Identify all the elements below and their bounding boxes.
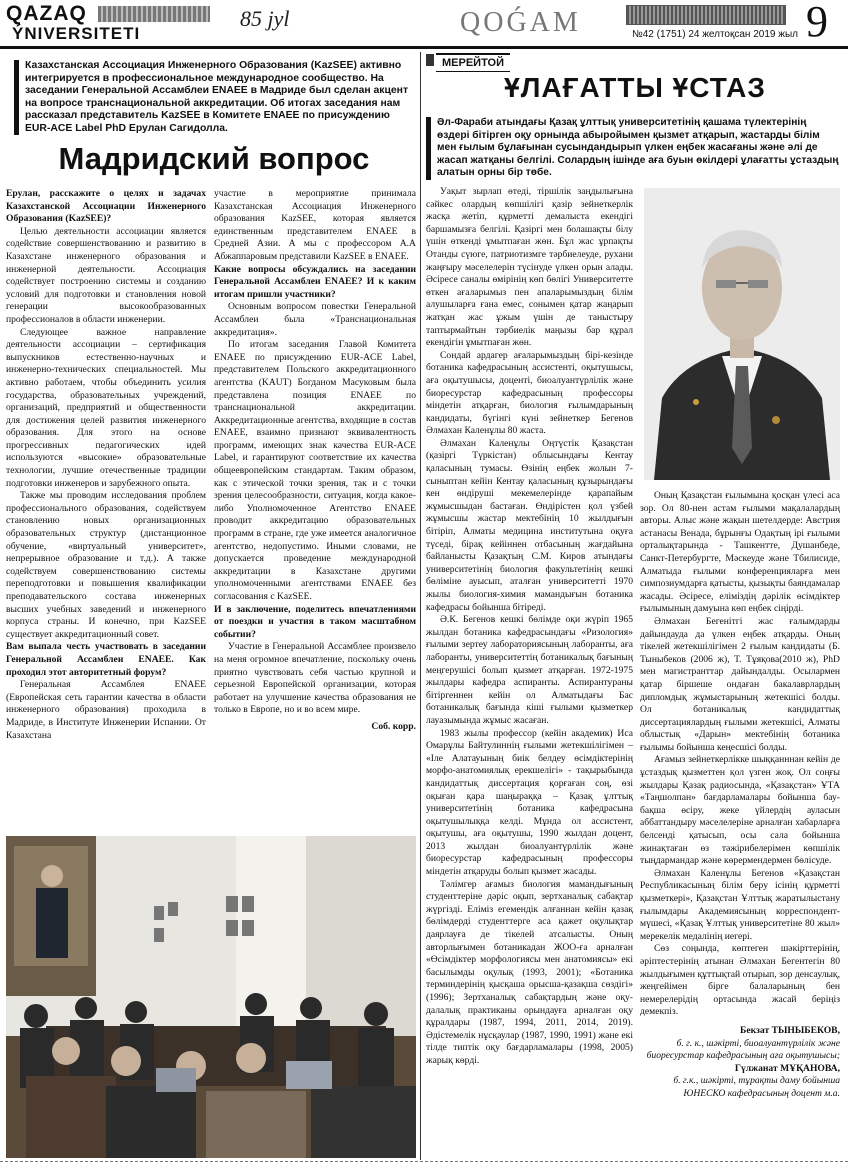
paragraph: Әлмахан Каленұлы Бегенов «Қазақстан Республикасының білім беру ісінің құрметті қызметкері», Қазақстан Ұлттық жаратылыстану ғылымдары Академиясының корреспондент-мүшесі, «Қазақ Ұлттық университетіне 80 жыл» мерекелік медалінің иегері. (640, 867, 840, 942)
header-rule (0, 46, 848, 49)
paragraph: 1983 жылы профессор (кейін академик) Иса Омарұлы Байтулиннің ғылыми жетекшілігімен – «Іле Алатауының биік белдеу өсімдіктерінің морфо-анатомиялық ерекшелігі» - тақырыбында кандидаттық диссертация қорғаған соң, өзі оқыған қара шаңыраққа – Қазақ ұлттық университетінің ботаника кафедрасына оқытушылыққа келді. Мұнда ол ассистент, оқытушы, аға оқытушы, 1990 жылдан доцент, 2013 жылдан биоалуантүрлілік және биоресурстар кафедрасының профессоры міндетін атқаруды болып қызмет жасады. (426, 727, 633, 878)
paragraph: Участие в Генеральной Ассамблее произвело на меня огромное впечатление, поскольку очень приятно чувствовать себя частью крупной и серьезной Европейской организации, которая работает на улучшение качества образования не только в Европе, но и во всем мире. (214, 641, 416, 716)
left-article-column-2 (214, 188, 416, 734)
logo-ribbon (98, 6, 210, 22)
byline: Соб. корр. (371, 720, 416, 732)
paragraph: Генеральная Ассамблея ENAEE (Европейская сеть гарантии качества в области инженерного образования) проходила в Мадриде, в Институте Инженерии Испании. От Казахстана (6, 679, 206, 741)
paragraph: Тәлімгер ағамыз биология мамандығының студенттеріне дәріс оқып, зертханалық сабақтар жүргізді. Еліміз егемендік алғаннан кейін қазақ бөлімдерді студенттерге аса қажет оқулықтар даярлауға де тікелей атсалысты. Оның авторлығымен ботаникадан ЖОО-ға арналған «Өсімдіктер морфологиясы мен анатомиясы» екі басылымды оқулық (1993, 2001); «Ботаника терминдерінің қысқаша орысша-қазақша сөздігі» (1996); Зертханалық сабақтардың және оқу-далалық практиканы орындауға арналған оқу құралдары (1987, 1994, 2011, 2014, 2019). Әдістемелік нұсқаулар (1987, 1990, 1991) және екі тілде типтік оқу бағдарламалары (1998, 2005) жарық көрді. (426, 878, 633, 1066)
paragraph: Уақыт зырлап өтеді, тіршілік заңдылығына сәйкес олардың көпшілігі қазір зейнеткерлік жасқа жетіп, құрметті демалыста екендігі баршамызға белгілі. Қазіргі мен болашақты білу үшін өткенді ұмытпаған жөн. Бұл жас ұрпақты Отанды сүюге, патриотизмге тәрбиелеуде, рухани жаңғыру мәселелерін түсінуде үлкен орын алады. Әсіресе саналы өмірінің көп бөлігі Университетте өткен ағаларымыз пен апаларымыздың білім алушыларға ғана емес, сонымен қатар жаңарып жатқан жас ұжым үшін де таныстыру таптырмайтын тәрбиелік маңызы бар құрал екендігін ұмытпаған жөн. (426, 186, 633, 349)
rubric-label: МЕРЕЙТОЙ (436, 53, 510, 72)
page-header (0, 0, 848, 48)
paragraph: Әлмахан Бегенітгі жас ғалымдарды дайындауда да үлкен еңбек атқарды. Оның тікелей жетекшілігімен 2 ғылым кандидаты (Б. Тыныбеков (2006 ж), Т. Тұяқова(2010 ж), PhD мен магистранттар дайындалды. Осылармен қатар біршеше ондаған бакалаврлардың дипломдық жұмыстарының жетекшісі болды. Ол ботаникалық кандидаттық диссертациялардың ғылыми жетекшісі, Алматы облыстық «Дарын» мектебінің ботаника ғылымы бойынша кеңесшісі болды. (640, 615, 840, 753)
section-title: QOǴAM (460, 7, 581, 38)
paragraph: Әлмахан Каленұлы Оңтүстік Қазақстан (қазіргі Түркістан) облысындағы Кентау қаласының тумасы. Өзінің еңбек жолын 7-сыныптан кейін Кентау қаласының құзырындағы кен өндіруші мекемелерінде қарапайым жұмысшыдан бастаған. Өндірістен қол үзбей жұмысшы жастар мектебінің 10 жылдығын бітіріп, Алматы медицина институтына оқуға түседі, бірақ кейіннен отбасының жағдайына байланысты Қазақтың С.М. Киров атындағы университетінің биология факультетінің кешкі бөлiмiне ауысып, аталған университетті 1970 жылы биология-химия мамандығын ботаника кафедрасы бойынша бітіреді. (426, 437, 633, 613)
portrait-photo (644, 188, 840, 480)
anniversary-mark: 85 jyl (240, 6, 290, 31)
question: Ерулан, расскажите о целях и задачах Казахстанской Ассоциации Инженерного Образования (KazSEE)? (6, 188, 206, 225)
paragraph: Основным вопросом повестки Генеральной Ассамблеи была «Транснациональная аккредитация». (214, 301, 416, 338)
issue-info: №42 (1751) 24 желтоқсан 2019 жыл (632, 29, 798, 40)
question: И в заключение, поделитесь впечатлениями от поездки и участия в таком масштабном событии? (214, 603, 416, 640)
logo-line1: QAZAQ (6, 2, 87, 25)
paragraph: По итогам заседания Главой Комитета ENAEE по присуждению EUR-ACE Label, представителем Польского аккредитационного агентства (KAUT) Богданом Масуковым была представлена позиция ENAEE по транснациональной аккредитации. Аккредитационные агентства, входящие в состав ENAEE, взаимно признают эквивалентность программ, имеющих знак качества EUR-ACE Label, и гарантируют соответствие их качества общеевропейским стандартам. Таким образом, как с этической точки зрения, так и с точки зрения целесообразности, ситуация, когда какое-либо Уполномоченное Агентство ENAEE проводит аккредитацию образовательных программ в стране, где уже имеется аналогичное агентство, недопустимо. Иными словами, не допускается проведение международной аккредитации в Казахстане другими уполномоченными агентствами ENAEE без согласования с KazSEE. (214, 339, 416, 602)
paragraph: Сөз соңында, көптеген шәкірттерінің, әріптестерінің атынан Әлмахан Бегентегін 80 жылдығымен құттықтай отырып, зор денсаулық, жеңгейімен бірге балаларының бен немерелерідің ортасында жасай беріңіз демекпіз. (640, 943, 840, 1018)
paragraph: Ә.К. Бегенов кешкі бөлімде оқи жүріп 1965 жылдан ботаника кафедрасындағы «Ризология» ғылыми зертеу лабораториясының лаборанты, аға лаборанты, университеттің ботаникалық бағының меңгерушісі болып қызмет атқарған. 1972-1975 жылдары кафедра аспиранты. Аспирантураны бітіргеннен кейін ол Алматыдағы Бас ботаникалық бағында кіші ғылыми қызметкер лауазымында жұмыс жасаған. (426, 614, 633, 726)
author-role: б. г. к., шәкірті, биоалуантүрлілік және биоресурстар кафедрасының аға оқытушысы; (646, 1037, 840, 1062)
page-number: 9 (806, 0, 828, 46)
logo-line2: ÝNIVERSITETI (12, 24, 141, 43)
column-divider (420, 52, 421, 1160)
meeting-photo (6, 836, 416, 1158)
right-article-column-1 (426, 186, 633, 1068)
rubric-marker (426, 54, 434, 66)
header-banner (626, 5, 786, 25)
portrait-image (644, 188, 840, 480)
paragraph: Целью деятельности ассоциации является содействие совершенствованию и развитию в Казахстане инженерного образования и инженерной деятельности. Ассоциация содействует построению системы и созданию условий для подготовки и становления новой генерации высокообразованных профессионалов в области инженерии. (6, 225, 206, 325)
meeting-photo-image (6, 836, 416, 1158)
author-name: Гүлжанат МҰҚАНОВА, (734, 1062, 840, 1074)
author-role: б. г.к., шәкірті, тұрақты даму бойынша ЮНЕСКО кафедрасының доцент м.а. (673, 1075, 840, 1099)
author-name: Бекзат ТЫНЫБЕКОВ, (740, 1024, 840, 1036)
paragraph: Ағамыз зейнеткерлікке шыққанннан кейін де ұстаздық қызметтен қол үзген жоқ. Ол соңғы жылдары Қазақ радиосында, «Қазақстан» ҰТА «Таңшолпан» бағдарламалары бойынша бау-бақша өсіру, жеке үйлердің ауласын аббаттандыру мәселелеріне арналған хабарларға белсенді қатысып, осы сала бойынша жинақтаған өз тәжірибелерімен көпшілік тыңдармандар және көрермендермен бөлісуде. (640, 754, 840, 867)
question: Какие вопросы обсуждались на заседании Генеральной Ассамблеи ENAEE? И к каким итогам пришли участники? (214, 263, 416, 300)
question: Вам выпала честь участвовать в заседании Генеральной Ассамблеи ENAEE. Как проходил этот авторитетный форум? (6, 641, 206, 678)
footer-rule (0, 1161, 848, 1163)
left-article-title: Мадридский вопрос (58, 141, 370, 176)
right-article-column-2 (640, 490, 840, 1101)
paragraph: Сондай ардагер ағаларымыздың бірі-кезінде ботаника кафедрасының ассистенті, оқытушысы, аға оқытушысы, доценті, биоалуантүрлілік және биоресурстар кафедрасының профессоры міндетін атқарған, биология ғылымдарының кандидаты, бүгінгі күні зейнеткер Бегенов Әлмахан Каленұлы 80 жаста. (426, 349, 633, 437)
paragraph: участие в мероприятие принимала Казахстанская Ассоциация Инженерного образования KazSEE, которая является единственным представителем ENAEE в Средней Азии. А мы с профессором А.А Абжаппаровым представили KazSEE в ENAEE. (214, 188, 416, 262)
paragraph: Оның Қазақстан ғылымына қосқан үлесі аса зор. Ол 80-нен астам ғылыми мақалалардың авторы. Алыс және жақын шетелдерде: Австрия астанасы Венада, бұрынғы Одақтың ірі ғылыми орталықтарында - Ташкентте, Душанбеде, Санкт-Петербургте, Мәскеуде және Тбилисиде, Алматыда ғылыми конференцияларға мен симпозиумдарға қатысты, қызықты баяндамалар жасады. Әсіресе, еліміздің дәрілік өсімдіктер ғылымының дамуына көп еңбек сіңірді. (640, 490, 840, 615)
paragraph: Также мы проводим исследования проблем профессионального образования, содействуем становлению новых организационных образовательных структур (дистанционное обучение, «виртуальный университет», непрерывное образование и т.д.). А также содействуем совершенствованию системы переподготовки и повышения квалификации преподавательского состава инженерных высших учебных заведений и инженерного корпуса страны. И конечно, при KazSEE существует аккредитационный совет. (6, 490, 206, 640)
right-article-title: ҰЛАҒАТТЫ ҰСТАЗ (504, 72, 766, 103)
left-article-column-1 (6, 188, 206, 742)
paragraph: Следующее важное направление деятельности ассоциации – сертификация выпускников естественно-научных и инженерно-технических специальностей. Мы активно работаем, чтобы объединить усилия государства, образовательных учреждений, организаций, предприятий и общественности для достижения целей развития инженерного образования. Для этого на основе прогрессивных педагогических идей используются «высокие» образовательные технологии, лучшие отечественные традиции подготовки инженеров и зарубежного опыта. (6, 326, 206, 489)
right-article-lead: Әл-Фараби атындағы Қазақ ұлттық университетінің қашама түлектерінің өздері бітірген оқу орнында абыройымен қызмет атқарып, жастарды білім мен ғылым бұлағынан сусындандырып үлкен еңбек жасағаны және әлі де жасап жатқаны белгілі. Солардың ішінде аға буын өкілдері ұлағатты ұстаздың алатын орны бір төбе. (426, 117, 840, 180)
left-article-lead: Казахстанская Ассоциация Инженерного Образования (KazSEE) активно интегрируется в профессиональное международное сообщество. На заседании Генеральной Ассамблеи ENAEE в Мадриде был сделан акцент на вопросе транснациональной аккредитации. Об итогах заседания нам рассказал представитель KazSEE в Комитете ENAEE по присуждению EUR-ACE Label PhD Ерулан Сагидолла. (14, 60, 414, 135)
